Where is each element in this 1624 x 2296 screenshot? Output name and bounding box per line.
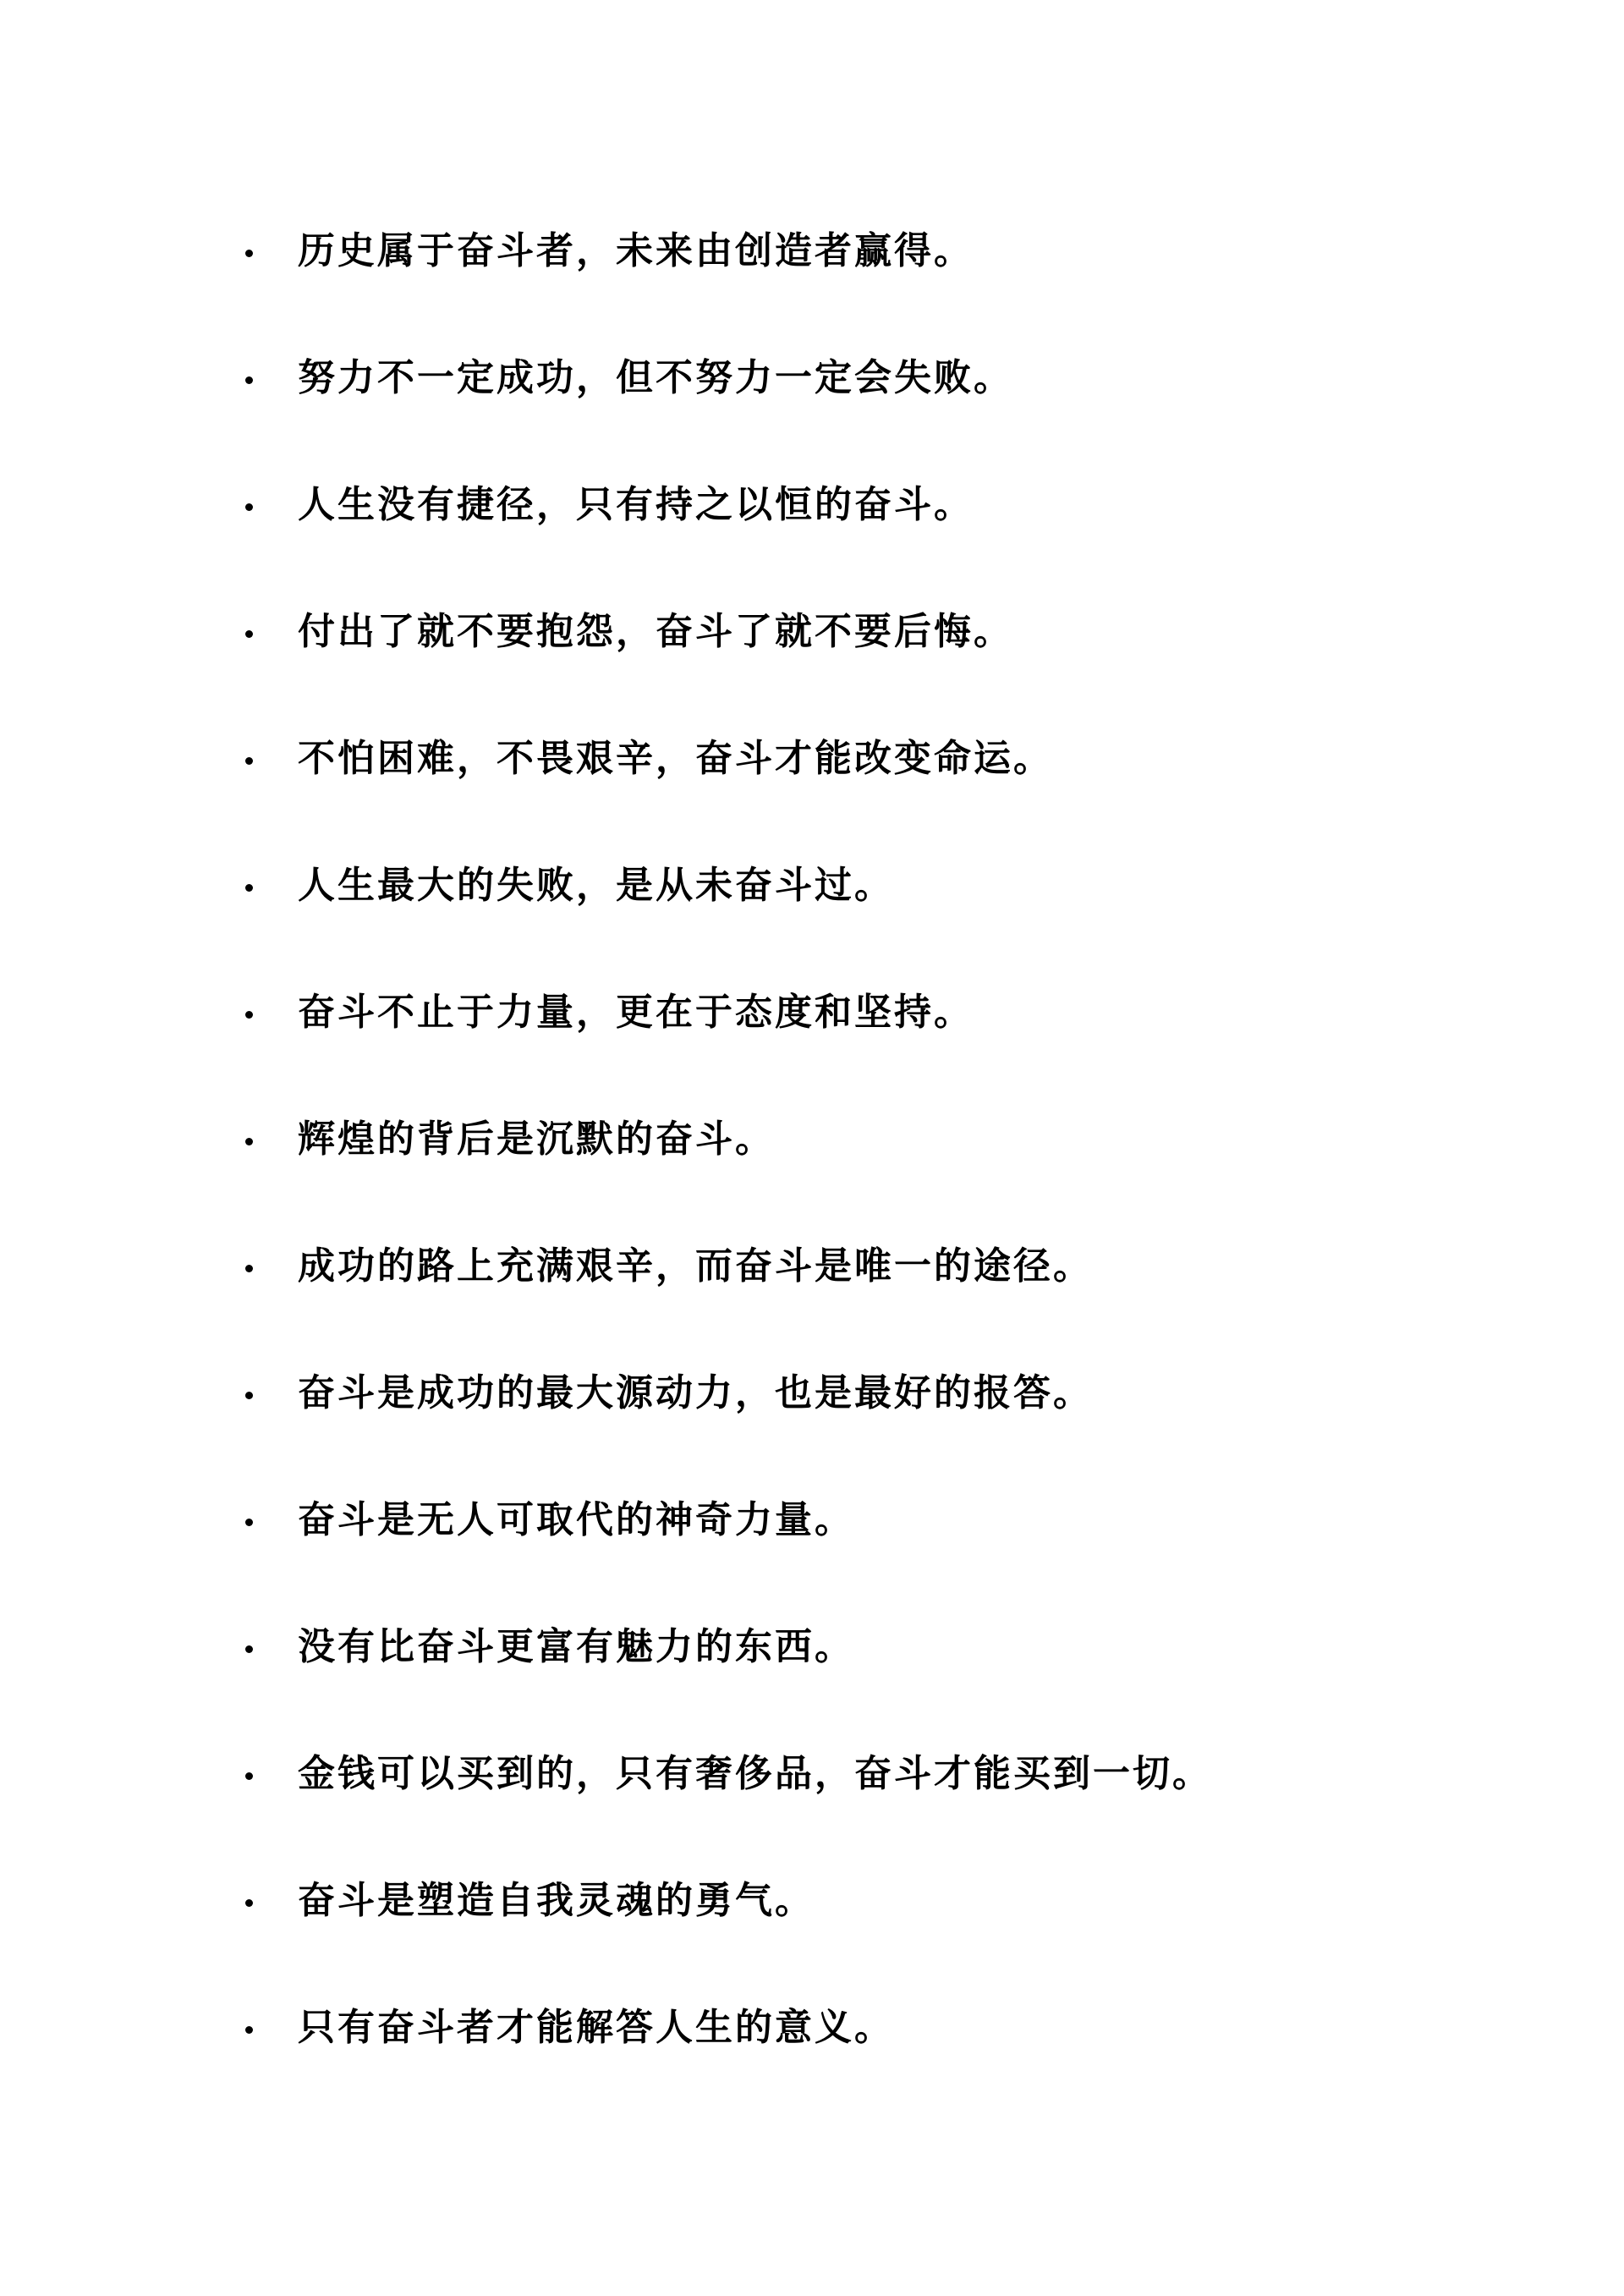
bullet-icon [245,630,253,638]
quote-text: 付出了就不要抱怨，奋斗了就不要后悔。 [298,610,1013,653]
quote-text: 人生没有捷径，只有持之以恒的奋斗。 [298,483,974,526]
bullet-icon [245,1899,253,1907]
list-item [245,949,1514,1076]
list-item [245,442,1514,569]
quote-text: 成功的路上充满艰辛，而奋斗是唯一的途径。 [298,1244,1093,1288]
quote-text: 金钱可以买到的，只有奢侈品，奋斗才能买到一切。 [298,1752,1212,1795]
list-item [245,1203,1514,1330]
list-item [245,1584,1514,1711]
quote-text: 人生最大的失败，是从未奋斗过。 [298,864,894,907]
list-item [245,1964,1514,2091]
bullet-icon [245,376,253,384]
bullet-icon [245,1519,253,1526]
quote-text: 只有奋斗者才能解答人生的意义。 [298,2006,894,2049]
bullet-icon [245,1645,253,1653]
list-item [245,695,1514,822]
list-item [245,1076,1514,1203]
list-item [245,315,1514,442]
bullet-icon [245,1392,253,1399]
quote-text: 努力不一定成功，但不努力一定会失败。 [298,356,1013,399]
bullet-icon [245,884,253,892]
quote-text: 历史属于奋斗者，未来由创造者赢得。 [298,229,974,272]
bullet-icon [245,757,253,765]
list-item [245,1837,1514,1964]
bullet-icon [245,2026,253,2034]
quote-text: 奋斗不止于力量，更在于态度和坚持。 [298,991,974,1034]
list-item [245,569,1514,695]
list-item [245,188,1514,315]
bullet-icon [245,250,253,257]
quote-list [245,188,1514,2091]
quote-text: 没有比奋斗更富有魅力的东西。 [298,1625,854,1668]
quote-text: 奋斗是成功的最大源动力，也是最好的报答。 [298,1371,1093,1414]
bullet-icon [245,1772,253,1780]
quote-text: 辉煌的背后是沉默的奋斗。 [298,1118,775,1161]
list-item [245,1711,1514,1837]
bullet-icon [245,1011,253,1019]
list-item [245,1330,1514,1457]
bullet-icon [245,1138,253,1145]
bullet-icon [245,503,253,511]
bullet-icon [245,1265,253,1272]
quote-text: 奋斗是塑造自我灵魂的勇气。 [298,1879,815,1922]
list-item [245,822,1514,949]
quote-text: 不怕困难，不畏艰辛，奋斗才能改变命运。 [298,737,1053,780]
quote-text: 奋斗是无人可取代的神奇力量。 [298,1498,854,1541]
list-item [245,1457,1514,1584]
